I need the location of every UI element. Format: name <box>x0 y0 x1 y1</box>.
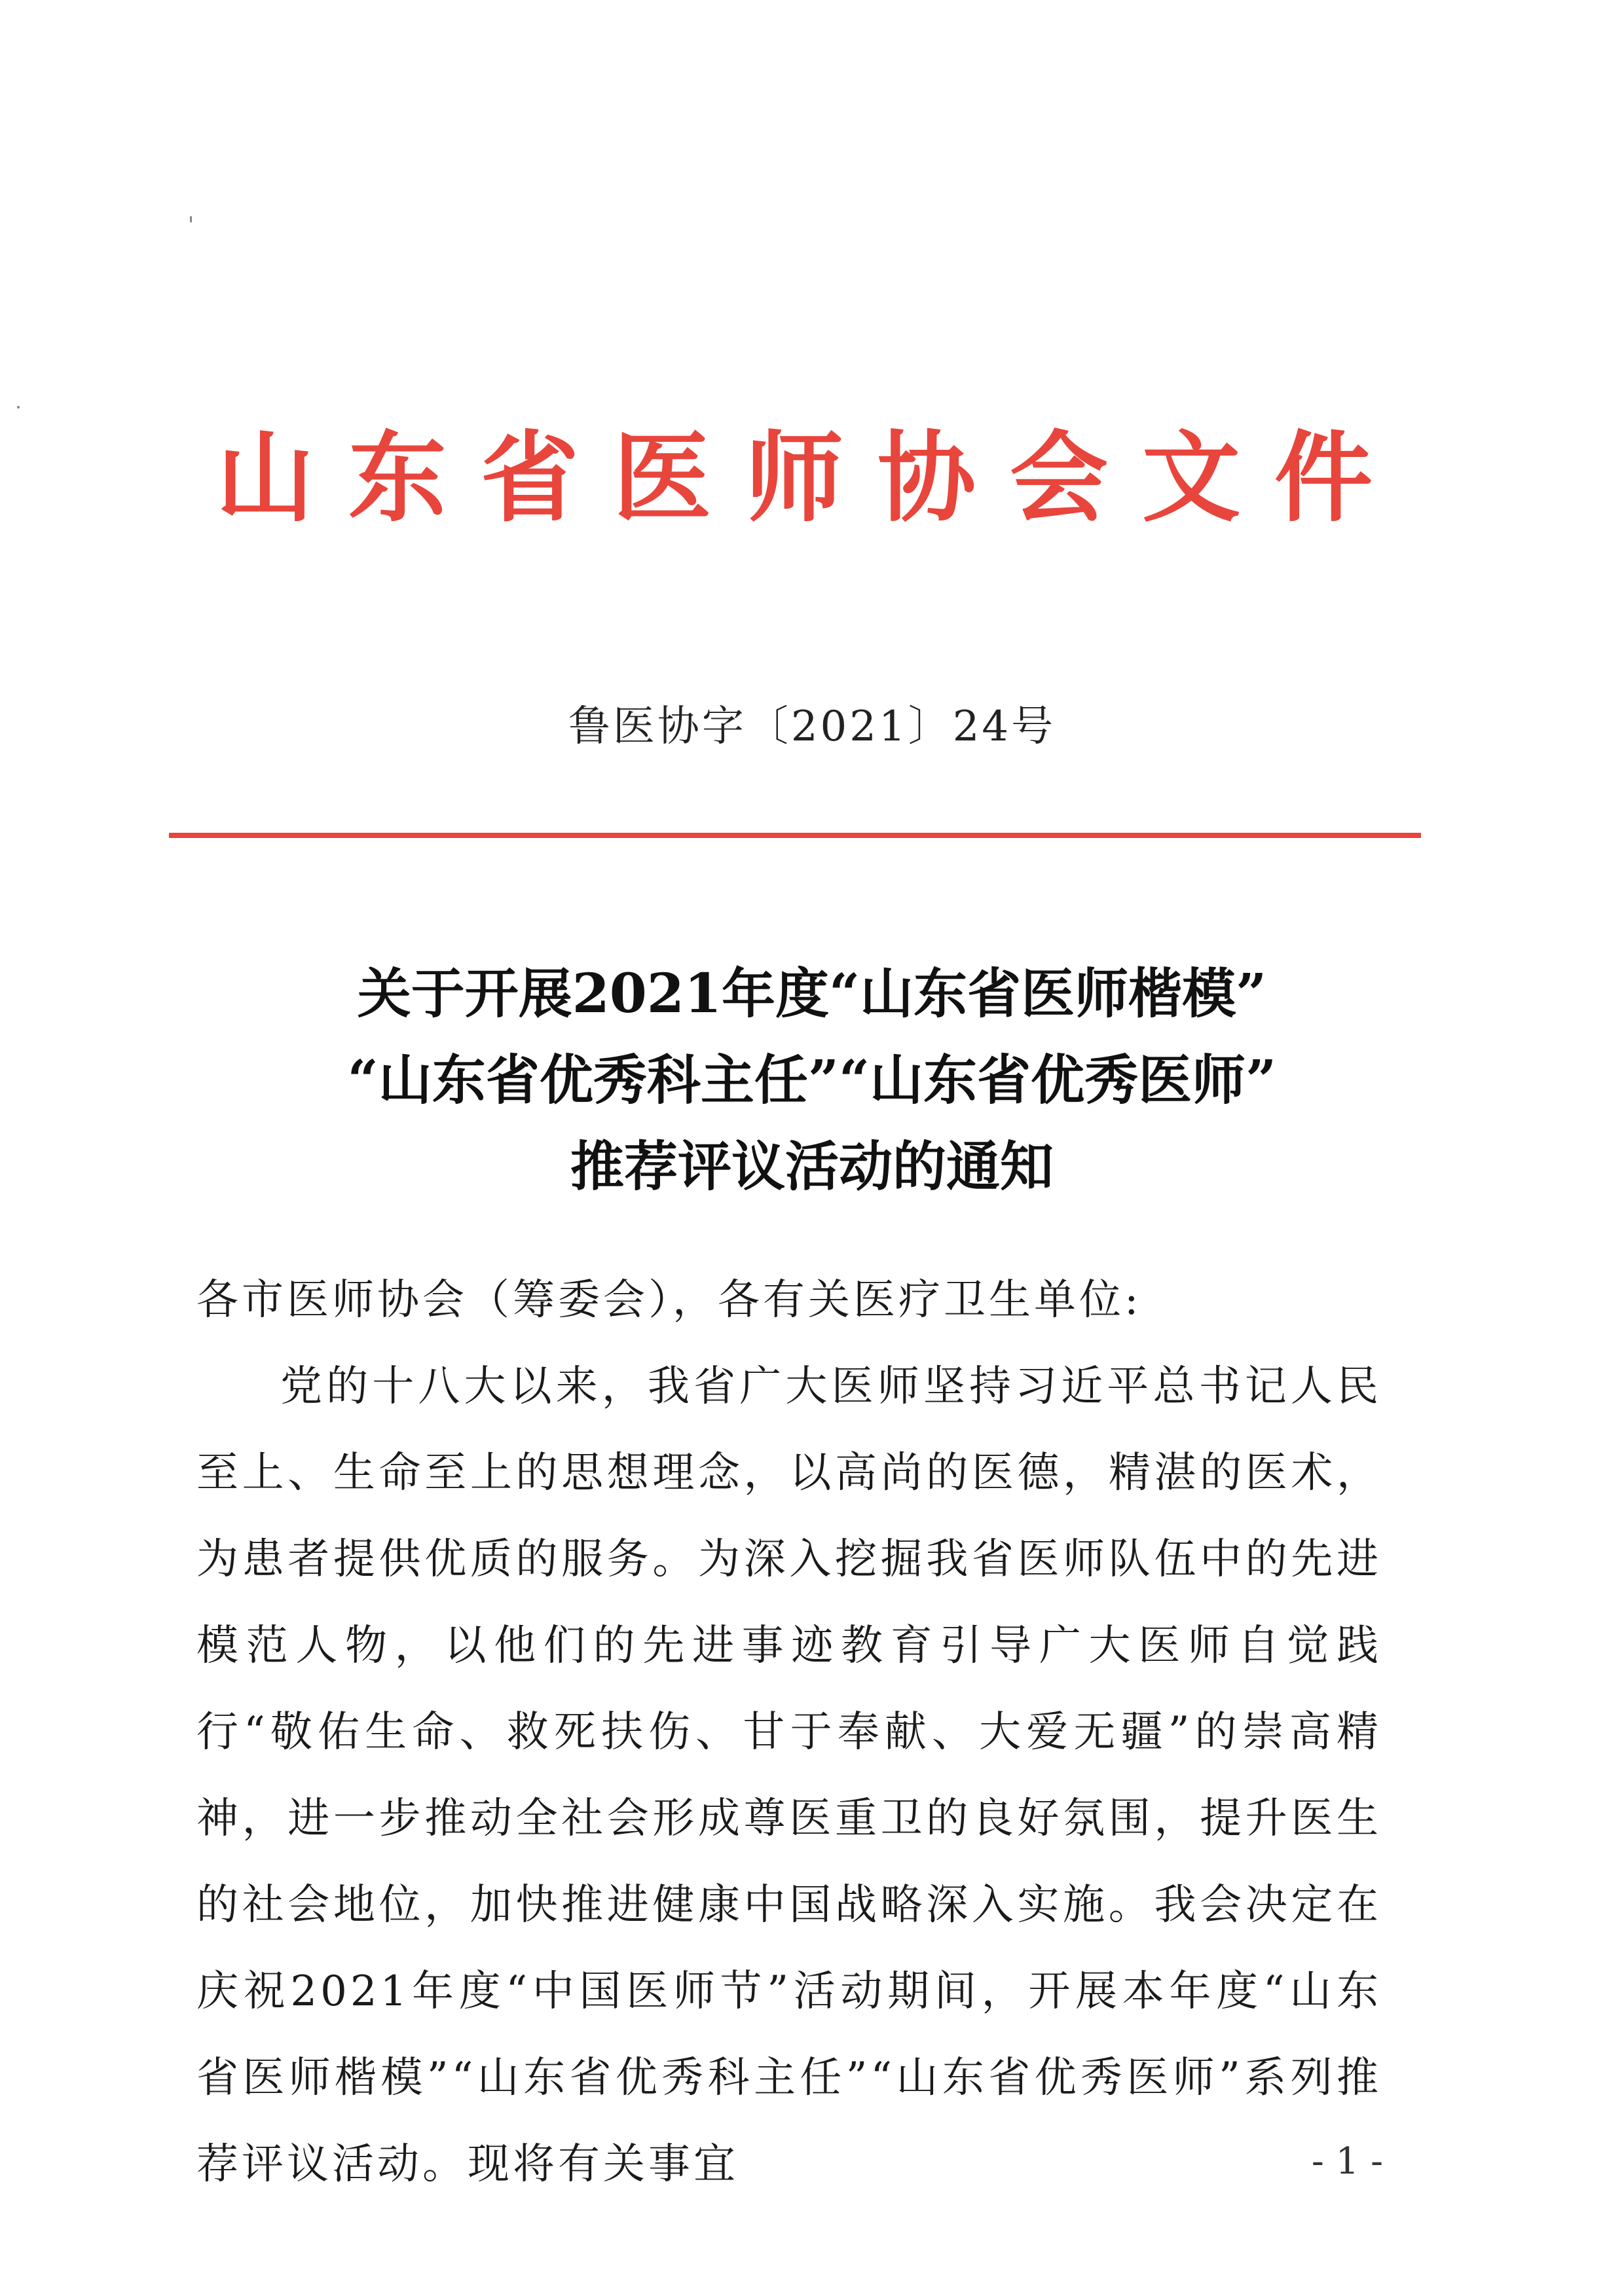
notice-title-line-1: 关于开展2021年度“山东省医师楷模” <box>357 962 1267 1025</box>
salutation: 各市医师协会（筹委会），各有关医疗卫生单位: <box>196 1276 1142 1324</box>
org-document-header: 山东省医师协会文件 <box>216 420 1407 536</box>
page-number <box>0 2140 1624 2183</box>
notice-body <box>196 1257 1382 2208</box>
scan-artifact-mark <box>190 216 192 223</box>
red-separator-line <box>169 833 1421 838</box>
document-number: 鲁医协字〔2021〕24号 <box>568 702 1056 751</box>
body-paragraph: 党的十八大以来，我省广大医师坚持习近平总书记人民至上、生命至上的思想理念，以高尚的医德，精湛的医术，为患者提供优质的服务。为深入挖掘我省医师队伍中的先进模范人物，以他们的先进事迹教育引导广大医师自觉践行“敬佑生命、救死扶伤、甘于奉献、大爱无疆”的崇高精神，进一步推动全社会形成尊医重卫的良好氛围，提升医生的社会地位，加快推进健康中国战略深入实施。我会决定在庆祝2021年度“中国医师节”活动期间，开展本年度“山东省医师楷模”“山东省优秀科主任”“山东省优秀医师”系列推荐评议活动。现将有关事宜 <box>196 1362 1382 2189</box>
notice-title-line-3: 推荐评议活动的通知 <box>570 1135 1054 1198</box>
scan-artifact-dot <box>17 406 20 409</box>
notice-title-line-2: “山东省优秀科主任”“山东省优秀医师” <box>347 1049 1277 1112</box>
notice-title <box>0 951 1624 1210</box>
page-number-text: - 1 - <box>1311 2140 1383 2183</box>
